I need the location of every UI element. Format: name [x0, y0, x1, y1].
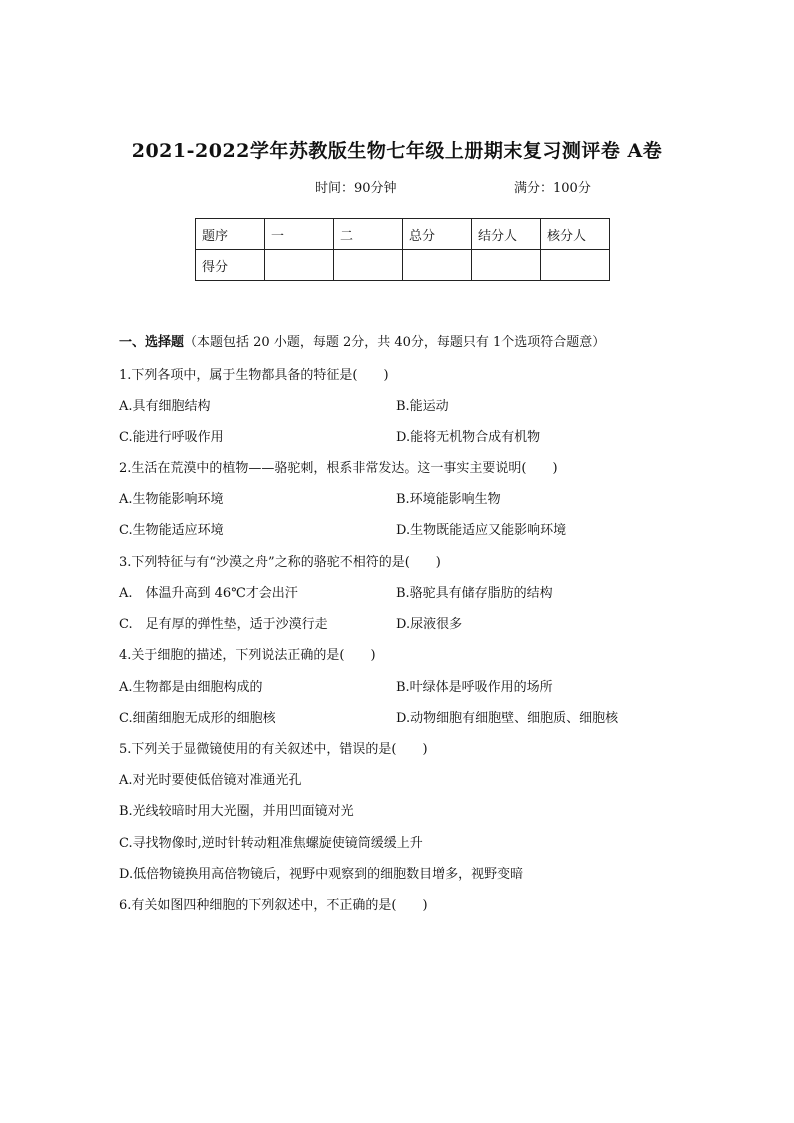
question-4-option-a: A.生物都是由细胞构成的: [119, 680, 263, 695]
exam-time: 时间：90分钟: [315, 181, 397, 196]
score-table-empty-cell: [541, 250, 610, 281]
question-3-option-a: A. 体温升高到 46℃才会出汗: [119, 586, 298, 601]
score-table-header-row: [196, 219, 610, 250]
score-table-empty-cell: [265, 250, 334, 281]
question-4-stem: 4.关于细胞的描述，下列说法正确的是( ): [119, 648, 376, 663]
section-note: （本题包括 20 小题，每题 2分，共 40分，每题只有 1个选项符合题意）: [184, 335, 606, 350]
question-3-option-d: D.尿液很多: [396, 617, 463, 632]
section-title: 一、选择题: [119, 335, 185, 350]
question-1-option-a: A.具有细胞结构: [119, 399, 211, 414]
question-1-option-c: C.能进行呼吸作用: [119, 430, 224, 445]
question-4-option-d: D.动物细胞有细胞壁、细胞质、细胞核: [396, 711, 619, 726]
question-3-option-b: B.骆驼具有储存脂肪的结构: [396, 586, 553, 601]
question-1-stem: 1.下列各项中，属于生物都具备的特征是( ): [119, 368, 389, 383]
question-2-option-d: D.生物既能适应又能影响环境: [396, 523, 567, 538]
question-1-option-d: D.能将无机物合成有机物: [396, 430, 541, 445]
score-table-empty-cell: [472, 250, 541, 281]
question-2-option-c: C.生物能适应环境: [119, 523, 224, 538]
score-table-header-cell: 结分人: [472, 219, 541, 250]
question-2-option-a: A.生物能影响环境: [119, 492, 224, 507]
question-5-option-c: C.寻找物像时,逆时针转动粗准焦螺旋使镜筒缓缓上升: [119, 836, 423, 851]
question-2-stem: 2.生活在荒漠中的植物——骆驼刺，根系非常发达。这一事实主要说明( ): [119, 461, 558, 476]
section-heading: [119, 331, 605, 350]
score-table-empty-cell: [403, 250, 472, 281]
score-table-header-cell: 核分人: [541, 219, 610, 250]
score-table-header-cell: 总分: [403, 219, 472, 250]
score-table-row-label: 得分: [196, 250, 265, 281]
question-3-stem: 3.下列特征与有“沙漠之舟”之称的骆驼不相符的是( ): [119, 555, 441, 570]
score-table-score-row: [196, 250, 610, 281]
question-4-option-b: B.叶绿体是呼吸作用的场所: [396, 680, 553, 695]
question-2-option-b: B.环境能影响生物: [396, 492, 501, 507]
score-table-empty-cell: [334, 250, 403, 281]
question-5-option-b: B.光线较暗时用大光圈，并用凹面镜对光: [119, 804, 354, 819]
exam-full-score: 满分：100分: [514, 181, 591, 196]
question-4-option-c: C.细菌细胞无成形的细胞核: [119, 711, 276, 726]
question-3-option-c: C. 足有厚的弹性垫，适于沙漠行走: [119, 617, 328, 632]
score-table-header-cell: 一: [265, 219, 334, 250]
question-1-option-b: B.能运动: [396, 399, 449, 414]
score-table: [195, 218, 610, 281]
question-5-option-d: D.低倍物镜换用高倍物镜后，视野中观察到的细胞数目增多，视野变暗: [119, 867, 524, 882]
exam-title: 2021-2022学年苏教版生物七年级上册期末复习测评卷 A卷: [131, 140, 663, 162]
score-table-header-cell: 二: [334, 219, 403, 250]
question-6-stem: 6.有关如图四种细胞的下列叙述中，不正确的是( ): [119, 898, 428, 913]
score-table-header-cell: 题序: [196, 219, 265, 250]
question-5-option-a: A.对光时要使低倍镜对准通光孔: [119, 773, 302, 788]
question-5-stem: 5.下列关于显微镜使用的有关叙述中，错误的是( ): [119, 742, 428, 757]
